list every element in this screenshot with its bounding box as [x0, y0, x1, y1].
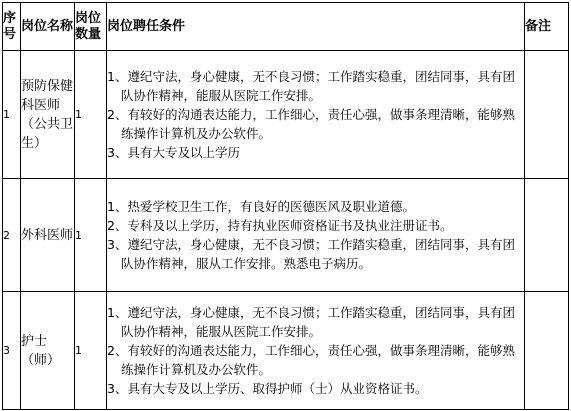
- condition-item: 2、专科及以上学历，持有执业医师资格证书及执业注册证书。: [107, 218, 453, 233]
- condition-item: 3、具有大专及以上学历、取得护师（士）从业资格证书。: [107, 381, 428, 396]
- table-header-row: [3, 3, 569, 51]
- condition-item: 3、具有大专及以上学历: [107, 145, 240, 160]
- recruitment-table: [2, 2, 569, 410]
- condition-item: 3、遵纪守法，身心健康，无不良习惯；工作踏实稳重，团结同事，具有团队协作精神，服从工作安排。熟悉电子病历。: [107, 237, 515, 271]
- row-note: [525, 179, 569, 292]
- header-note: 备注: [525, 3, 569, 51]
- row-no: 3: [3, 292, 21, 410]
- row-conditions: [107, 179, 525, 292]
- row-position-name: 外科医师: [21, 179, 75, 292]
- condition-item: 1、遵纪守法，身心健康，无不良习惯；工作踏实稳重，团结同事，具有团队协作精神，能服从医院工作安排。: [107, 69, 515, 103]
- header-position-count: 岗位数量: [75, 3, 107, 51]
- row-position-count: 1: [75, 292, 107, 410]
- table-row: [3, 51, 569, 179]
- row-note: [525, 292, 569, 410]
- row-no: 1: [3, 51, 21, 179]
- row-position-name: 预防保健科医师（公共卫生）: [21, 51, 75, 179]
- condition-item: 2、有较好的沟通表达能力，工作细心，责任心强，做事条理清晰，能够熟练操作计算机及办公软件。: [107, 107, 515, 141]
- row-conditions: [107, 51, 525, 179]
- condition-item: 1、遵纪守法，身心健康，无不良习惯；工作踏实稳重，团结同事，具有团队协作精神，能服从医院工作安排。: [107, 305, 515, 339]
- header-conditions: 岗位聘任条件: [107, 3, 525, 51]
- table-row: [3, 292, 569, 410]
- header-position-name: 岗位名称: [21, 3, 75, 51]
- header-no: 序号: [3, 3, 21, 51]
- condition-item: 2、有较好的沟通表达能力，工作细心，责任心强，做事条理清晰，能够熟练操作计算机及办公软件。: [107, 343, 515, 377]
- row-position-count: 1: [75, 51, 107, 179]
- condition-item: 1、热爱学校卫生工作，有良好的医德医风及职业道德。: [107, 199, 415, 214]
- row-conditions: [107, 292, 525, 410]
- row-position-count: 1: [75, 179, 107, 292]
- row-no: 2: [3, 179, 21, 292]
- table-row: [3, 179, 569, 292]
- row-position-name: 护士（师）: [21, 292, 75, 410]
- row-note: [525, 51, 569, 179]
